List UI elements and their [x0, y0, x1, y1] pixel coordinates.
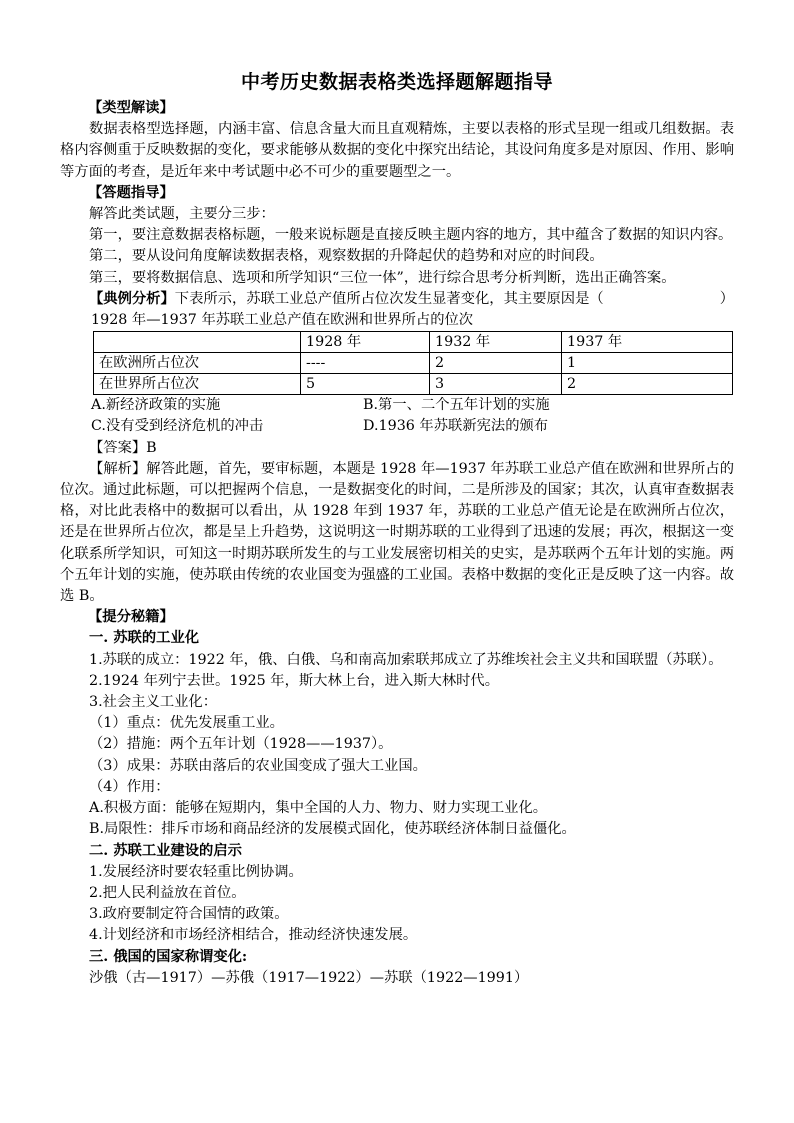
table-cell: 在世界所占位次 — [94, 374, 301, 395]
list-item: 沙俄（古—1917）—苏俄（1917—1922）—苏联（1922—1991） — [89, 969, 529, 986]
table-header-cell — [94, 332, 301, 353]
table-header-cell: 1932 年 — [430, 332, 562, 353]
guide-step: 第二，要从设问角度解读数据表格，观察数据的升降起伏的趋势和对应的时间段。 — [89, 248, 604, 265]
list-item: （1）重点：优先发展重工业。 — [89, 715, 284, 732]
table-cell: ---- — [301, 353, 430, 374]
option-d: D.1936 年苏联新宪法的颁布 — [363, 418, 549, 435]
list-item: 1.苏联的成立：1922 年，俄、白俄、乌和南高加索联邦成立了苏维埃社会主义共和国联盟（苏联）。 — [89, 651, 723, 668]
table-cell: 5 — [301, 374, 430, 395]
list-item: 2.把人民利益放在首位。 — [89, 884, 246, 901]
list-item: 4.计划经济和市场经济相结合，推动经济快速发展。 — [89, 927, 418, 944]
table-caption: 1928 年—1937 年苏联工业总产值在欧洲和世界所占的位次 — [91, 312, 474, 329]
table-header-row — [94, 332, 733, 353]
option-c: C.没有受到经济危机的冲击 — [91, 418, 264, 435]
section-heading-type: 【类型解读】 — [88, 100, 174, 116]
option-b: B.第一、二个五年计划的实施 — [363, 397, 550, 414]
table-cell: 在欧洲所占位次 — [94, 353, 301, 374]
list-item: 3.社会主义工业化： — [89, 694, 218, 711]
subsection-title: 三. 俄国的国家称谓变化: — [89, 948, 248, 965]
list-item: 3.政府要制定符合国情的政策。 — [89, 906, 289, 923]
answer-paren: ） — [719, 290, 734, 307]
table-row — [94, 374, 733, 395]
type-description: 数据表格型选择题，内涵丰富、信息含量大而且直观精炼，主要以表格的形式呈现一组或几组数据。表格内容侧重于反映数据的变化，要求能够从数据的变化中探究出结论，其设问角度多是对原因、作用、影响等方面的考查，是近年来中考试题中必不可少的重要题型之一。 — [60, 121, 734, 180]
guide-step: 第一，要注意数据表格标题，一般来说标题是直接反映主题内容的地方，其中蕴含了数据的知识内容。 — [89, 227, 733, 244]
table-cell: 3 — [430, 374, 562, 395]
list-item: （2）措施：两个五年计划（1928——1937）。 — [89, 736, 393, 753]
answer: 【答案】B — [89, 439, 157, 456]
section-heading-example: 【典例分析】 — [89, 290, 175, 307]
table-cell: 1 — [562, 353, 733, 374]
answer-options — [60, 395, 734, 437]
data-table — [93, 331, 733, 395]
option-a: A.新经济政策的实施 — [91, 397, 221, 414]
guide-step: 第三，要将数据信息、选项和所学知识“三位一体”，进行综合思考分析判断，选出正确答案。 — [89, 269, 676, 286]
list-item: （3）成果：苏联由落后的农业国变成了强大工业国。 — [89, 757, 427, 774]
guide-intro: 解答此类试题，主要分三步： — [89, 206, 275, 223]
table-cell: 2 — [430, 353, 562, 374]
question-text: 下表所示，苏联工业总产值所占位次发生显著变化，其主要原因是（ — [174, 290, 604, 307]
page-title: 中考历史数据表格类选择题解题指导 — [240, 71, 553, 93]
list-item: B.局限性：排斥市场和商品经济的发展模式固化，使苏联经济体制日益僵化。 — [89, 821, 576, 838]
table-cell: 2 — [562, 374, 733, 395]
subsection-title: 二. 苏联工业建设的启示 — [89, 842, 242, 859]
subsection-title: 一. 苏联的工业化 — [89, 630, 200, 647]
section-heading-tips: 【提分秘籍】 — [88, 609, 174, 626]
table-header-cell: 1928 年 — [301, 332, 430, 353]
analysis: 【解析】解答此题，首先，要审标题，本题是 1928 年—1937 年苏联工业总产值在欧洲和世界所占的位次。通过此标题，可以把握两个信息，一是数据变化的时间，二是所涉及的国家；其次，认真审查数据表格，对比此表格中的数据可以看出，从 1928 年到 1937 年，苏联的工业总产值无论是在欧洲所占位次，还是在世界所占位次，都是呈上升趋势，这说明这一时期苏联的工业得到了迅速的发展；再次，根据这一变化联系所学知识，可知这一时期苏联所发生的与工业发展密切相关的史实，是苏联两个五年计划的实施。两个五年计划的实施，使苏联由传统的农业国变为强盛的工业国。表格中数据的变化正是反映了这一内容。故选 B。 — [60, 460, 734, 605]
list-item: A.积极方面：能够在短期内，集中全国的人力、物力、财力实现工业化。 — [89, 800, 548, 817]
table-header-cell: 1937 年 — [562, 332, 733, 353]
list-item: （4）作用： — [89, 778, 170, 795]
document-page — [60, 68, 734, 989]
example-question — [60, 289, 734, 310]
section-heading-guide: 【答题指导】 — [88, 184, 174, 201]
table-row — [94, 353, 733, 374]
list-item: 1.发展经济时要农轻重比例协调。 — [89, 863, 303, 880]
list-item: 2.1924 年列宁去世。1925 年，斯大林上台，进入斯大林时代。 — [89, 672, 500, 689]
